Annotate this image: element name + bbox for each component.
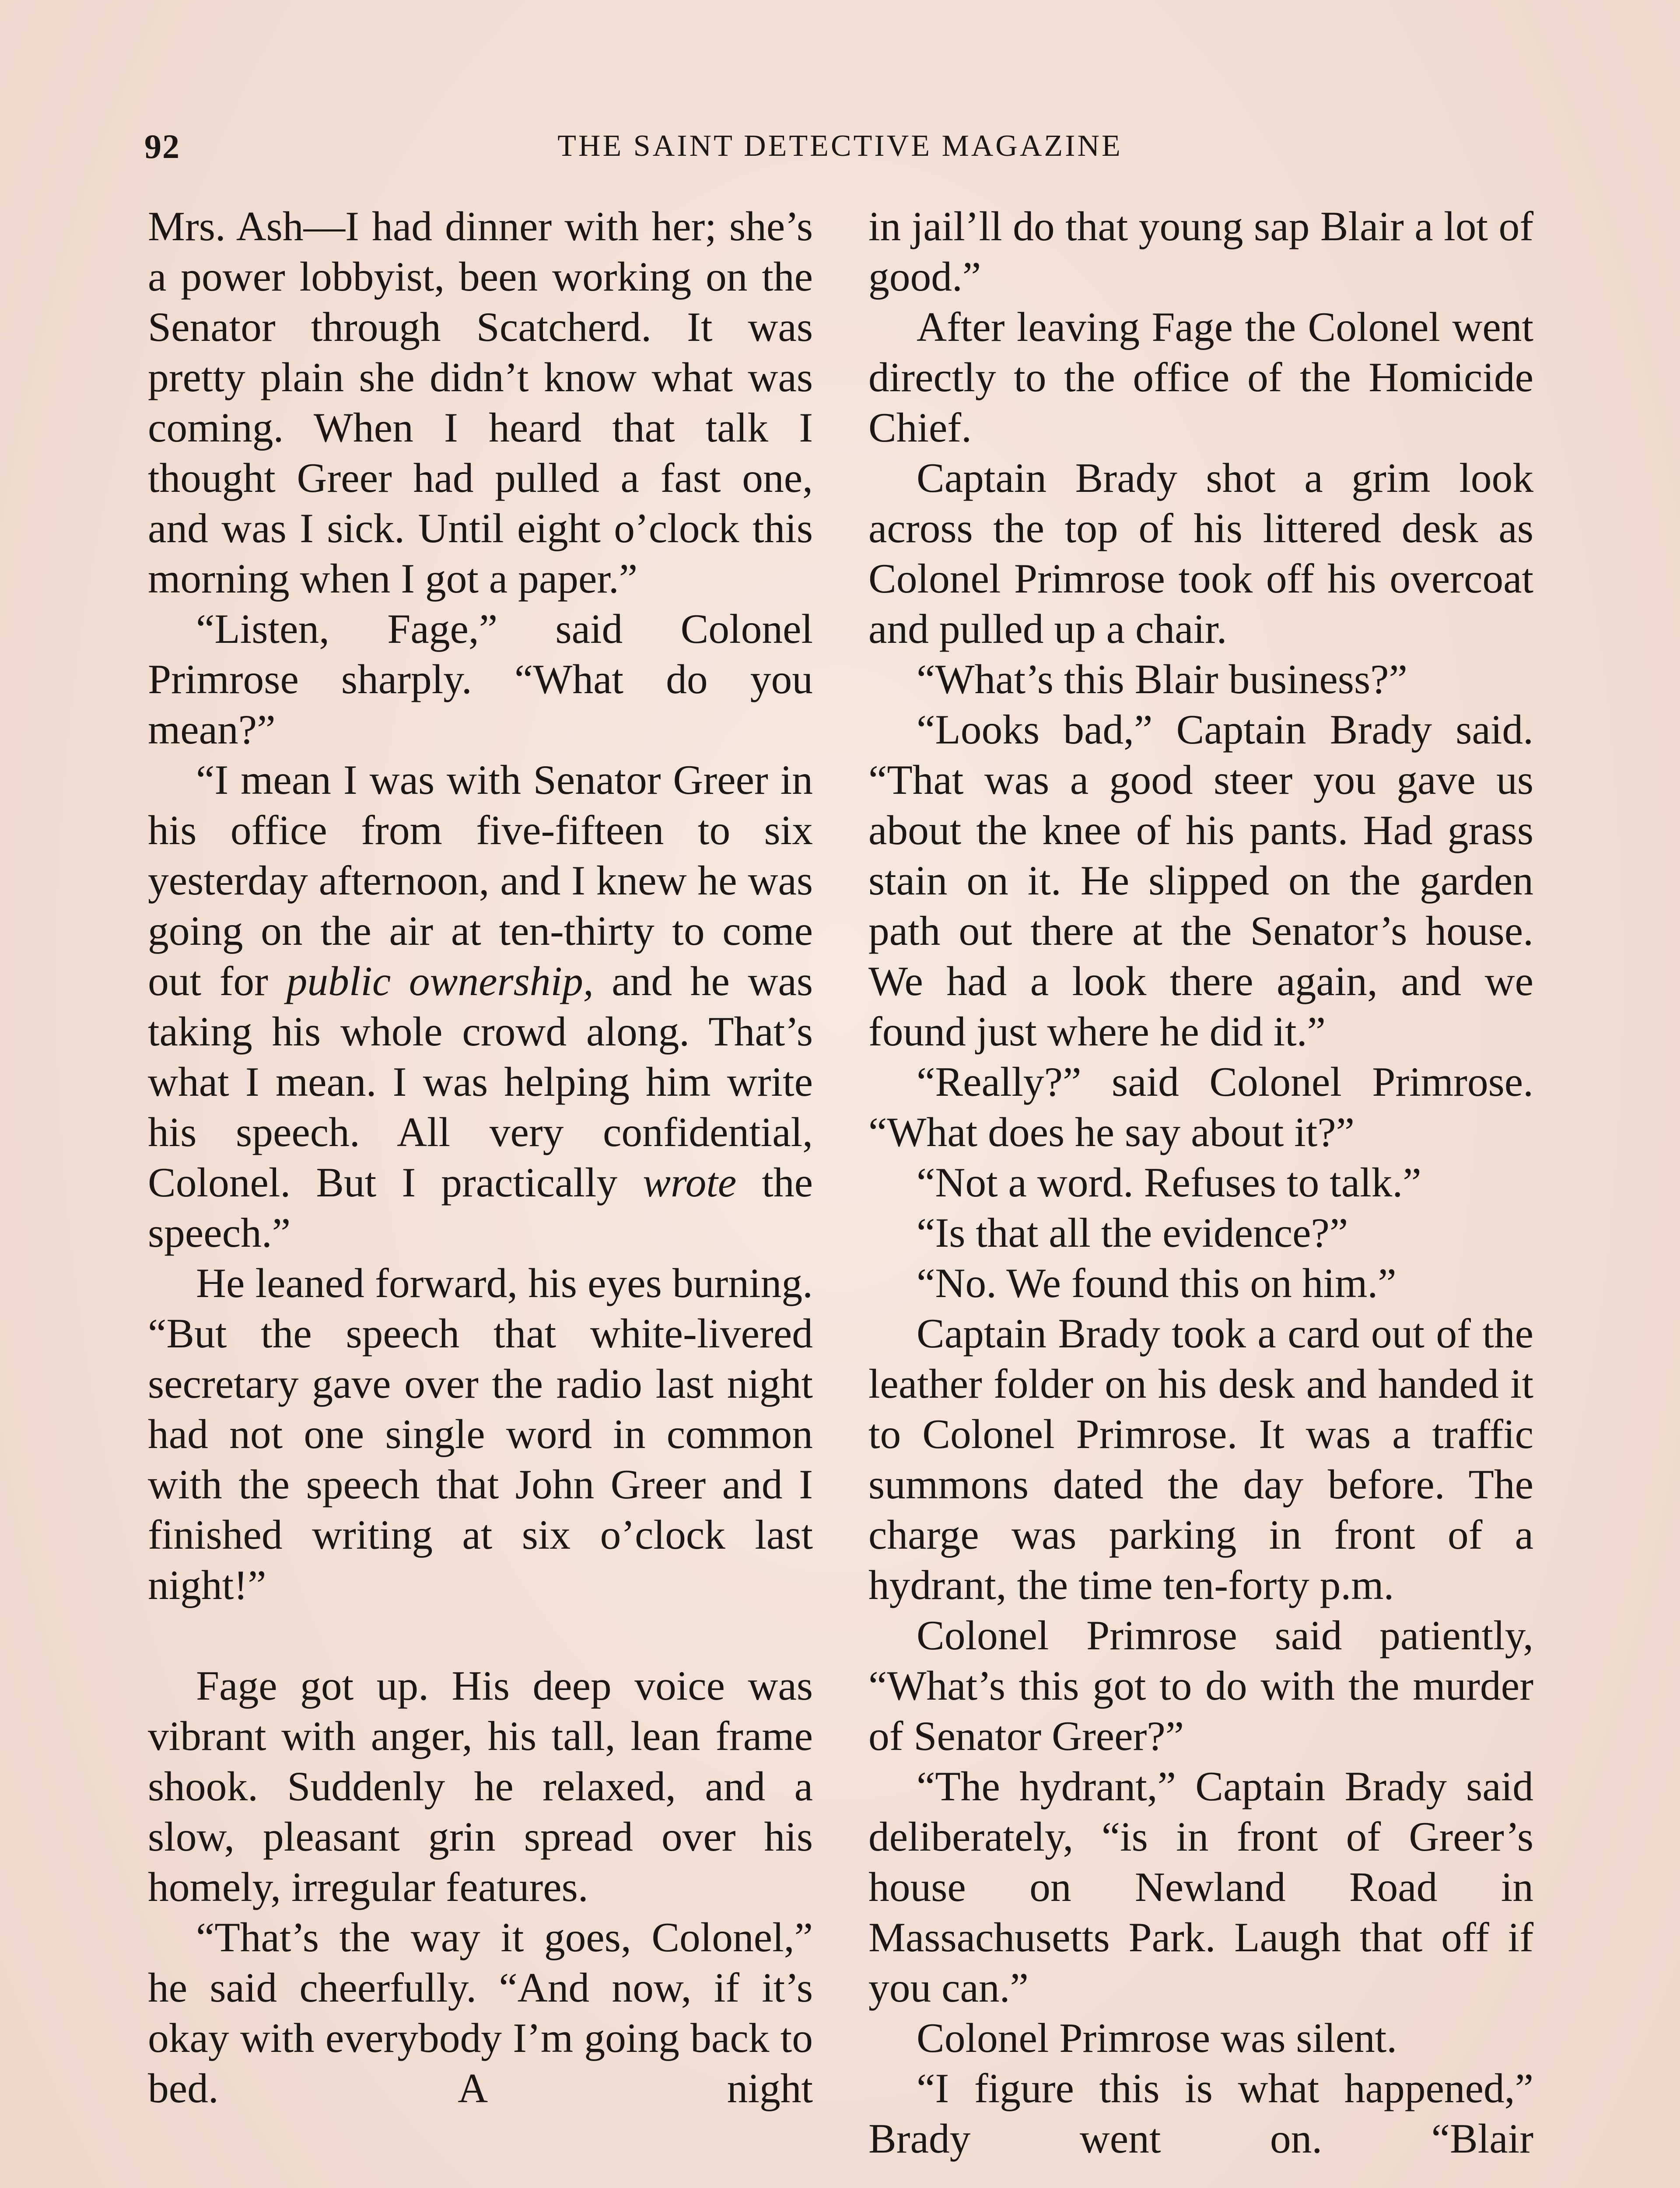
paragraph: “Not a word. Refuses to talk.” [917,1159,1421,1206]
right-column [868,201,1533,2164]
paragraph [148,755,813,1258]
paragraph: Colonel Primrose said patiently, “What’s this got to do with the murder of Senator Greer?” [868,1612,1533,1759]
paragraph: “Looks bad,” Captain Brady said. “That was a good steer you gave us about the knee of his pants. Had grass stain on it. He slipped on the garden path out there at the Senator’s house. We had a look there again, and we found just where he did it.” [868,706,1533,1055]
paragraph: Colonel Primrose was silent. [917,2015,1397,2061]
paragraph: After leaving Fage the Colonel went directly to the office of the Homicide Chief. [868,304,1533,451]
text-run: “I mean I was with Senator Greer in his office from five-fifteen to six yesterday afternoon, and I knew he was going on the air at ten-thirty to come out for [148,757,813,1004]
paragraph: Mrs. Ash—I had dinner with her; she’s a power lobbyist, been working on the Senator through Scatcherd. It was pretty plain she didn’t know what was coming. When I heard that talk I thought Greer had pulled a fast one, and was I sick. Until eight o’clock this morning when I got a paper.” [148,203,813,602]
paragraph: “Really?” said Colonel Primrose. “What does he say about it?” [868,1059,1533,1155]
page-header [144,127,1536,179]
paragraph: “What’s this Blair business?” [917,656,1407,702]
running-head: THE SAINT DETECTIVE MAGAZINE [557,129,1123,163]
italic-text: public ownership, [286,958,594,1004]
page-number: 92 [144,127,180,165]
paragraph: Captain Brady took a card out of the leather folder on his desk and handed it to Colonel Primrose. It was a traffic summons dated the day before. The charge was parking in front of a hydrant, the time ten-forty p.m. [868,1310,1533,1608]
italic-text: wrote [643,1159,737,1206]
paragraph: “The hydrant,” Captain Brady said deliberately, “is in front of Greer’s house on Newland Road in Massachusetts Park. Laugh that off if you can.” [868,1763,1533,2011]
paragraph: “I figure this is what happened,” Brady went on. “Blair [868,2065,1533,2162]
paragraph: “No. We found this on him.” [917,1260,1396,1306]
paragraph: Captain Brady shot a grim look across the top of his littered desk as Colonel Primrose took off his overcoat and pulled up a chair. [868,455,1533,652]
paragraph: “That’s the way it goes, Colonel,” he said cheerfully. “And now, if it’s okay with everybody I’m going back to bed. A night [148,1914,813,2111]
paragraph: “Listen, Fage,” said Colonel Primrose sharply. “What do you mean?” [148,606,813,753]
paragraph: in jail’ll do that young sap Blair a lot of good.” [868,203,1533,300]
paragraph: Fage got up. His deep voice was vibrant with anger, his tall, lean frame shook. Suddenly he relaxed, and a slow, pleasant grin spread over his homely, irregular features. [148,1662,813,1910]
paragraph: “Is that all the evidence?” [917,1210,1348,1256]
left-column [148,201,813,2114]
paragraph: He leaned forward, his eyes burning. “But the speech that white-livered secretary gave over the radio last night had not one single word in common with the speech that John Greer and I finished writing at six o’clock last night!” [148,1260,813,1608]
text-run: and he was taking his whole crowd along. That’s what I mean. I was helping him write his speech. All very confidential, Colonel. But I practically [148,958,813,1206]
text-run: the speech.” [148,1159,813,1256]
